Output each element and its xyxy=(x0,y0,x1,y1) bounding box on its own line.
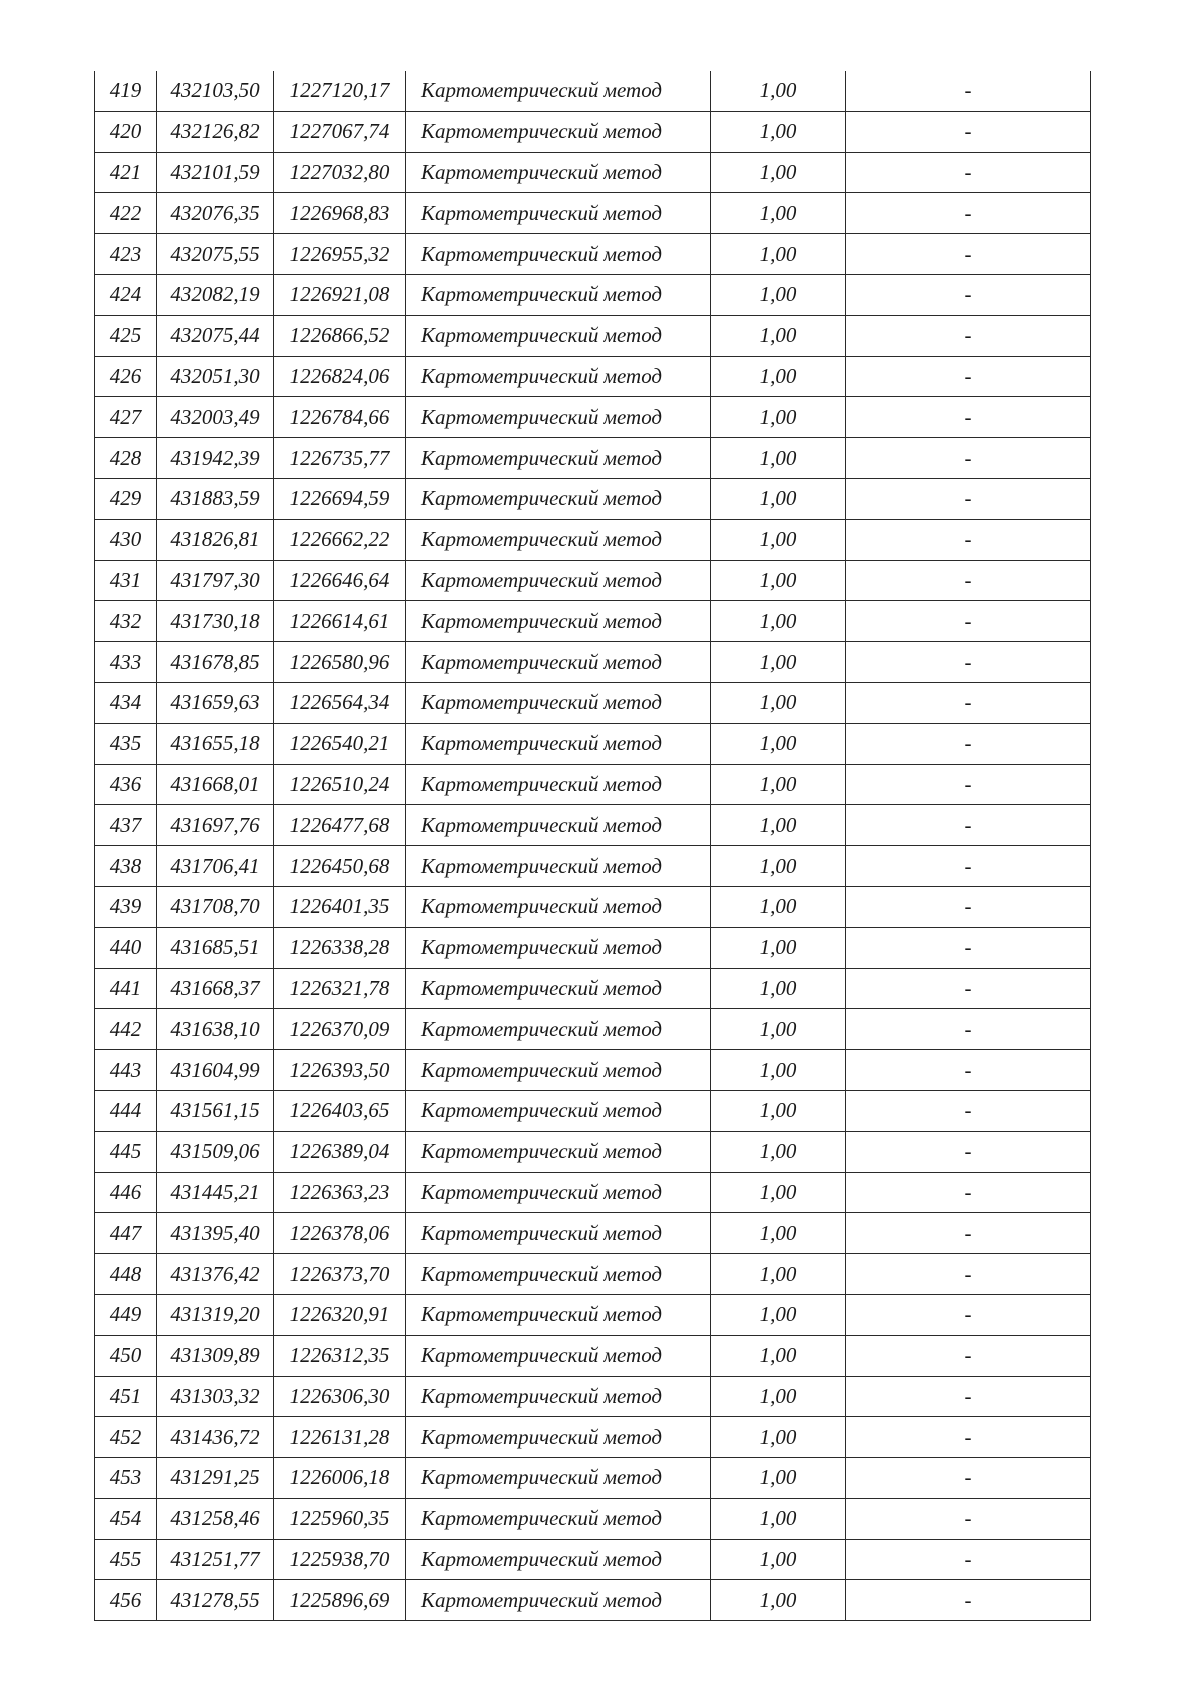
description-cell: - xyxy=(846,642,1091,683)
point-number-cell: 427 xyxy=(95,397,157,438)
y-coordinate-cell: 1226694,59 xyxy=(274,478,406,519)
x-coordinate-cell: 431561,15 xyxy=(157,1090,274,1131)
table-row xyxy=(95,1376,1091,1417)
x-coordinate-cell: 431655,18 xyxy=(157,723,274,764)
description-cell: - xyxy=(846,1458,1091,1499)
point-number-cell: 440 xyxy=(95,927,157,968)
method-cell: Картометрический метод xyxy=(406,1131,711,1172)
y-coordinate-cell: 1226320,91 xyxy=(274,1294,406,1335)
method-cell: Картометрический метод xyxy=(406,1254,711,1295)
y-coordinate-cell: 1226370,09 xyxy=(274,1009,406,1050)
x-coordinate-cell: 432082,19 xyxy=(157,274,274,315)
method-cell: Картометрический метод xyxy=(406,438,711,479)
description-cell: - xyxy=(846,1335,1091,1376)
accuracy-cell: 1,00 xyxy=(711,682,846,723)
x-coordinate-cell: 431291,25 xyxy=(157,1458,274,1499)
method-cell: Картометрический метод xyxy=(406,846,711,887)
method-cell: Картометрический метод xyxy=(406,1050,711,1091)
accuracy-cell: 1,00 xyxy=(711,1254,846,1295)
point-number-cell: 436 xyxy=(95,764,157,805)
y-coordinate-cell: 1227120,17 xyxy=(274,71,406,111)
y-coordinate-cell: 1226338,28 xyxy=(274,927,406,968)
description-cell: - xyxy=(846,764,1091,805)
x-coordinate-cell: 431309,89 xyxy=(157,1335,274,1376)
point-number-cell: 435 xyxy=(95,723,157,764)
y-coordinate-cell: 1226321,78 xyxy=(274,968,406,1009)
point-number-cell: 451 xyxy=(95,1376,157,1417)
x-coordinate-cell: 431445,21 xyxy=(157,1172,274,1213)
point-number-cell: 454 xyxy=(95,1498,157,1539)
point-number-cell: 425 xyxy=(95,315,157,356)
accuracy-cell: 1,00 xyxy=(711,886,846,927)
x-coordinate-cell: 432075,55 xyxy=(157,234,274,275)
method-cell: Картометрический метод xyxy=(406,1417,711,1458)
description-cell: - xyxy=(846,1172,1091,1213)
accuracy-cell: 1,00 xyxy=(711,601,846,642)
x-coordinate-cell: 431730,18 xyxy=(157,601,274,642)
x-coordinate-cell: 431638,10 xyxy=(157,1009,274,1050)
table-row xyxy=(95,193,1091,234)
accuracy-cell: 1,00 xyxy=(711,1009,846,1050)
point-number-cell: 423 xyxy=(95,234,157,275)
point-number-cell: 432 xyxy=(95,601,157,642)
method-cell: Картометрический метод xyxy=(406,642,711,683)
accuracy-cell: 1,00 xyxy=(711,927,846,968)
method-cell: Картометрический метод xyxy=(406,111,711,152)
y-coordinate-cell: 1226450,68 xyxy=(274,846,406,887)
method-cell: Картометрический метод xyxy=(406,1539,711,1580)
x-coordinate-cell: 431708,70 xyxy=(157,886,274,927)
point-number-cell: 456 xyxy=(95,1580,157,1621)
description-cell: - xyxy=(846,846,1091,887)
table-row xyxy=(95,1498,1091,1539)
accuracy-cell: 1,00 xyxy=(711,397,846,438)
table-row xyxy=(95,968,1091,1009)
description-cell: - xyxy=(846,438,1091,479)
description-cell: - xyxy=(846,1580,1091,1621)
table-row xyxy=(95,927,1091,968)
method-cell: Картометрический метод xyxy=(406,193,711,234)
point-number-cell: 444 xyxy=(95,1090,157,1131)
point-number-cell: 441 xyxy=(95,968,157,1009)
method-cell: Картометрический метод xyxy=(406,968,711,1009)
y-coordinate-cell: 1226510,24 xyxy=(274,764,406,805)
description-cell: - xyxy=(846,968,1091,1009)
accuracy-cell: 1,00 xyxy=(711,1090,846,1131)
accuracy-cell: 1,00 xyxy=(711,1050,846,1091)
method-cell: Картометрический метод xyxy=(406,1294,711,1335)
method-cell: Картометрический метод xyxy=(406,601,711,642)
method-cell: Картометрический метод xyxy=(406,356,711,397)
method-cell: Картометрический метод xyxy=(406,682,711,723)
description-cell: - xyxy=(846,805,1091,846)
description-cell: - xyxy=(846,1417,1091,1458)
table-row xyxy=(95,723,1091,764)
y-coordinate-cell: 1226378,06 xyxy=(274,1213,406,1254)
table-row xyxy=(95,478,1091,519)
accuracy-cell: 1,00 xyxy=(711,1417,846,1458)
method-cell: Картометрический метод xyxy=(406,1458,711,1499)
table-row xyxy=(95,1254,1091,1295)
description-cell: - xyxy=(846,1294,1091,1335)
description-cell: - xyxy=(846,397,1091,438)
table-row xyxy=(95,152,1091,193)
method-cell: Картометрический метод xyxy=(406,1090,711,1131)
y-coordinate-cell: 1226784,66 xyxy=(274,397,406,438)
x-coordinate-cell: 431668,01 xyxy=(157,764,274,805)
table-row xyxy=(95,1090,1091,1131)
accuracy-cell: 1,00 xyxy=(711,1580,846,1621)
point-number-cell: 437 xyxy=(95,805,157,846)
y-coordinate-cell: 1226393,50 xyxy=(274,1050,406,1091)
method-cell: Картометрический метод xyxy=(406,1213,711,1254)
table-row xyxy=(95,682,1091,723)
point-number-cell: 424 xyxy=(95,274,157,315)
y-coordinate-cell: 1226477,68 xyxy=(274,805,406,846)
table-row xyxy=(95,1417,1091,1458)
y-coordinate-cell: 1226955,32 xyxy=(274,234,406,275)
description-cell: - xyxy=(846,478,1091,519)
description-cell: - xyxy=(846,682,1091,723)
method-cell: Картометрический метод xyxy=(406,1580,711,1621)
method-cell: Картометрический метод xyxy=(406,723,711,764)
description-cell: - xyxy=(846,1539,1091,1580)
point-number-cell: 438 xyxy=(95,846,157,887)
table-row xyxy=(95,805,1091,846)
table-row xyxy=(95,519,1091,560)
table-row xyxy=(95,601,1091,642)
method-cell: Картометрический метод xyxy=(406,560,711,601)
point-number-cell: 448 xyxy=(95,1254,157,1295)
description-cell: - xyxy=(846,234,1091,275)
point-number-cell: 446 xyxy=(95,1172,157,1213)
y-coordinate-cell: 1226968,83 xyxy=(274,193,406,234)
table-row xyxy=(95,1172,1091,1213)
method-cell: Картометрический метод xyxy=(406,478,711,519)
accuracy-cell: 1,00 xyxy=(711,642,846,683)
y-coordinate-cell: 1225960,35 xyxy=(274,1498,406,1539)
x-coordinate-cell: 431278,55 xyxy=(157,1580,274,1621)
x-coordinate-cell: 432101,59 xyxy=(157,152,274,193)
description-cell: - xyxy=(846,1213,1091,1254)
x-coordinate-cell: 431303,32 xyxy=(157,1376,274,1417)
accuracy-cell: 1,00 xyxy=(711,1213,846,1254)
description-cell: - xyxy=(846,1050,1091,1091)
point-number-cell: 431 xyxy=(95,560,157,601)
x-coordinate-cell: 431258,46 xyxy=(157,1498,274,1539)
table-row xyxy=(95,438,1091,479)
table-row xyxy=(95,1458,1091,1499)
point-number-cell: 455 xyxy=(95,1539,157,1580)
y-coordinate-cell: 1227067,74 xyxy=(274,111,406,152)
description-cell: - xyxy=(846,1090,1091,1131)
y-coordinate-cell: 1225896,69 xyxy=(274,1580,406,1621)
method-cell: Картометрический метод xyxy=(406,805,711,846)
x-coordinate-cell: 432003,49 xyxy=(157,397,274,438)
point-number-cell: 447 xyxy=(95,1213,157,1254)
y-coordinate-cell: 1226401,35 xyxy=(274,886,406,927)
point-number-cell: 450 xyxy=(95,1335,157,1376)
point-number-cell: 430 xyxy=(95,519,157,560)
x-coordinate-cell: 431797,30 xyxy=(157,560,274,601)
method-cell: Картометрический метод xyxy=(406,519,711,560)
x-coordinate-cell: 431883,59 xyxy=(157,478,274,519)
point-number-cell: 428 xyxy=(95,438,157,479)
point-number-cell: 429 xyxy=(95,478,157,519)
point-number-cell: 439 xyxy=(95,886,157,927)
accuracy-cell: 1,00 xyxy=(711,1294,846,1335)
description-cell: - xyxy=(846,519,1091,560)
accuracy-cell: 1,00 xyxy=(711,111,846,152)
method-cell: Картометрический метод xyxy=(406,71,711,111)
point-number-cell: 433 xyxy=(95,642,157,683)
accuracy-cell: 1,00 xyxy=(711,1172,846,1213)
x-coordinate-cell: 431668,37 xyxy=(157,968,274,1009)
y-coordinate-cell: 1226614,61 xyxy=(274,601,406,642)
y-coordinate-cell: 1226921,08 xyxy=(274,274,406,315)
x-coordinate-cell: 432126,82 xyxy=(157,111,274,152)
description-cell: - xyxy=(846,356,1091,397)
accuracy-cell: 1,00 xyxy=(711,274,846,315)
table-row xyxy=(95,71,1091,111)
method-cell: Картометрический метод xyxy=(406,886,711,927)
table-row xyxy=(95,560,1091,601)
table-row xyxy=(95,1294,1091,1335)
x-coordinate-cell: 431685,51 xyxy=(157,927,274,968)
accuracy-cell: 1,00 xyxy=(711,1498,846,1539)
table-row xyxy=(95,356,1091,397)
description-cell: - xyxy=(846,1376,1091,1417)
y-coordinate-cell: 1226866,52 xyxy=(274,315,406,356)
table-row xyxy=(95,1131,1091,1172)
table-row xyxy=(95,397,1091,438)
description-cell: - xyxy=(846,315,1091,356)
method-cell: Картометрический метод xyxy=(406,274,711,315)
point-number-cell: 426 xyxy=(95,356,157,397)
method-cell: Картометрический метод xyxy=(406,234,711,275)
x-coordinate-cell: 431697,76 xyxy=(157,805,274,846)
table-row xyxy=(95,274,1091,315)
method-cell: Картометрический метод xyxy=(406,1335,711,1376)
x-coordinate-cell: 431319,20 xyxy=(157,1294,274,1335)
x-coordinate-cell: 431509,06 xyxy=(157,1131,274,1172)
y-coordinate-cell: 1226824,06 xyxy=(274,356,406,397)
x-coordinate-cell: 431826,81 xyxy=(157,519,274,560)
method-cell: Картометрический метод xyxy=(406,397,711,438)
accuracy-cell: 1,00 xyxy=(711,968,846,1009)
accuracy-cell: 1,00 xyxy=(711,560,846,601)
y-coordinate-cell: 1226403,65 xyxy=(274,1090,406,1131)
accuracy-cell: 1,00 xyxy=(711,438,846,479)
point-number-cell: 442 xyxy=(95,1009,157,1050)
description-cell: - xyxy=(846,1009,1091,1050)
method-cell: Картометрический метод xyxy=(406,1172,711,1213)
x-coordinate-cell: 432075,44 xyxy=(157,315,274,356)
x-coordinate-cell: 432051,30 xyxy=(157,356,274,397)
table-row xyxy=(95,886,1091,927)
point-number-cell: 419 xyxy=(95,71,157,111)
table-row xyxy=(95,1009,1091,1050)
accuracy-cell: 1,00 xyxy=(711,1539,846,1580)
table-row xyxy=(95,846,1091,887)
method-cell: Картометрический метод xyxy=(406,1009,711,1050)
point-number-cell: 434 xyxy=(95,682,157,723)
table-row xyxy=(95,1050,1091,1091)
y-coordinate-cell: 1226540,21 xyxy=(274,723,406,764)
accuracy-cell: 1,00 xyxy=(711,519,846,560)
method-cell: Картометрический метод xyxy=(406,1498,711,1539)
x-coordinate-cell: 432076,35 xyxy=(157,193,274,234)
accuracy-cell: 1,00 xyxy=(711,478,846,519)
point-number-cell: 449 xyxy=(95,1294,157,1335)
method-cell: Картометрический метод xyxy=(406,764,711,805)
y-coordinate-cell: 1226131,28 xyxy=(274,1417,406,1458)
y-coordinate-cell: 1226006,18 xyxy=(274,1458,406,1499)
method-cell: Картометрический метод xyxy=(406,1376,711,1417)
table-row xyxy=(95,1335,1091,1376)
point-number-cell: 445 xyxy=(95,1131,157,1172)
point-number-cell: 421 xyxy=(95,152,157,193)
description-cell: - xyxy=(846,1498,1091,1539)
method-cell: Картометрический метод xyxy=(406,152,711,193)
description-cell: - xyxy=(846,927,1091,968)
accuracy-cell: 1,00 xyxy=(711,805,846,846)
coordinates-table xyxy=(94,71,1091,1621)
table-row xyxy=(95,1213,1091,1254)
x-coordinate-cell: 431251,77 xyxy=(157,1539,274,1580)
description-cell: - xyxy=(846,152,1091,193)
accuracy-cell: 1,00 xyxy=(711,1458,846,1499)
description-cell: - xyxy=(846,193,1091,234)
accuracy-cell: 1,00 xyxy=(711,315,846,356)
accuracy-cell: 1,00 xyxy=(711,846,846,887)
table-row xyxy=(95,1539,1091,1580)
accuracy-cell: 1,00 xyxy=(711,356,846,397)
table-row xyxy=(95,111,1091,152)
method-cell: Картометрический метод xyxy=(406,315,711,356)
accuracy-cell: 1,00 xyxy=(711,193,846,234)
y-coordinate-cell: 1226312,35 xyxy=(274,1335,406,1376)
coordinates-table-body xyxy=(95,71,1091,1621)
y-coordinate-cell: 1226646,64 xyxy=(274,560,406,601)
x-coordinate-cell: 431376,42 xyxy=(157,1254,274,1295)
description-cell: - xyxy=(846,601,1091,642)
y-coordinate-cell: 1225938,70 xyxy=(274,1539,406,1580)
description-cell: - xyxy=(846,71,1091,111)
y-coordinate-cell: 1227032,80 xyxy=(274,152,406,193)
point-number-cell: 422 xyxy=(95,193,157,234)
y-coordinate-cell: 1226389,04 xyxy=(274,1131,406,1172)
accuracy-cell: 1,00 xyxy=(711,152,846,193)
x-coordinate-cell: 431604,99 xyxy=(157,1050,274,1091)
x-coordinate-cell: 431678,85 xyxy=(157,642,274,683)
point-number-cell: 420 xyxy=(95,111,157,152)
description-cell: - xyxy=(846,111,1091,152)
description-cell: - xyxy=(846,723,1091,764)
table-row xyxy=(95,315,1091,356)
accuracy-cell: 1,00 xyxy=(711,71,846,111)
x-coordinate-cell: 431436,72 xyxy=(157,1417,274,1458)
point-number-cell: 453 xyxy=(95,1458,157,1499)
x-coordinate-cell: 431659,63 xyxy=(157,682,274,723)
y-coordinate-cell: 1226580,96 xyxy=(274,642,406,683)
accuracy-cell: 1,00 xyxy=(711,723,846,764)
y-coordinate-cell: 1226373,70 xyxy=(274,1254,406,1295)
x-coordinate-cell: 432103,50 xyxy=(157,71,274,111)
x-coordinate-cell: 431395,40 xyxy=(157,1213,274,1254)
description-cell: - xyxy=(846,274,1091,315)
y-coordinate-cell: 1226363,23 xyxy=(274,1172,406,1213)
description-cell: - xyxy=(846,1254,1091,1295)
point-number-cell: 452 xyxy=(95,1417,157,1458)
description-cell: - xyxy=(846,886,1091,927)
accuracy-cell: 1,00 xyxy=(711,1335,846,1376)
x-coordinate-cell: 431706,41 xyxy=(157,846,274,887)
description-cell: - xyxy=(846,560,1091,601)
accuracy-cell: 1,00 xyxy=(711,234,846,275)
y-coordinate-cell: 1226564,34 xyxy=(274,682,406,723)
y-coordinate-cell: 1226735,77 xyxy=(274,438,406,479)
method-cell: Картометрический метод xyxy=(406,927,711,968)
table-row xyxy=(95,234,1091,275)
y-coordinate-cell: 1226306,30 xyxy=(274,1376,406,1417)
x-coordinate-cell: 431942,39 xyxy=(157,438,274,479)
table-row xyxy=(95,642,1091,683)
description-cell: - xyxy=(846,1131,1091,1172)
table-row xyxy=(95,1580,1091,1621)
accuracy-cell: 1,00 xyxy=(711,1376,846,1417)
point-number-cell: 443 xyxy=(95,1050,157,1091)
y-coordinate-cell: 1226662,22 xyxy=(274,519,406,560)
table-row xyxy=(95,764,1091,805)
accuracy-cell: 1,00 xyxy=(711,764,846,805)
accuracy-cell: 1,00 xyxy=(711,1131,846,1172)
